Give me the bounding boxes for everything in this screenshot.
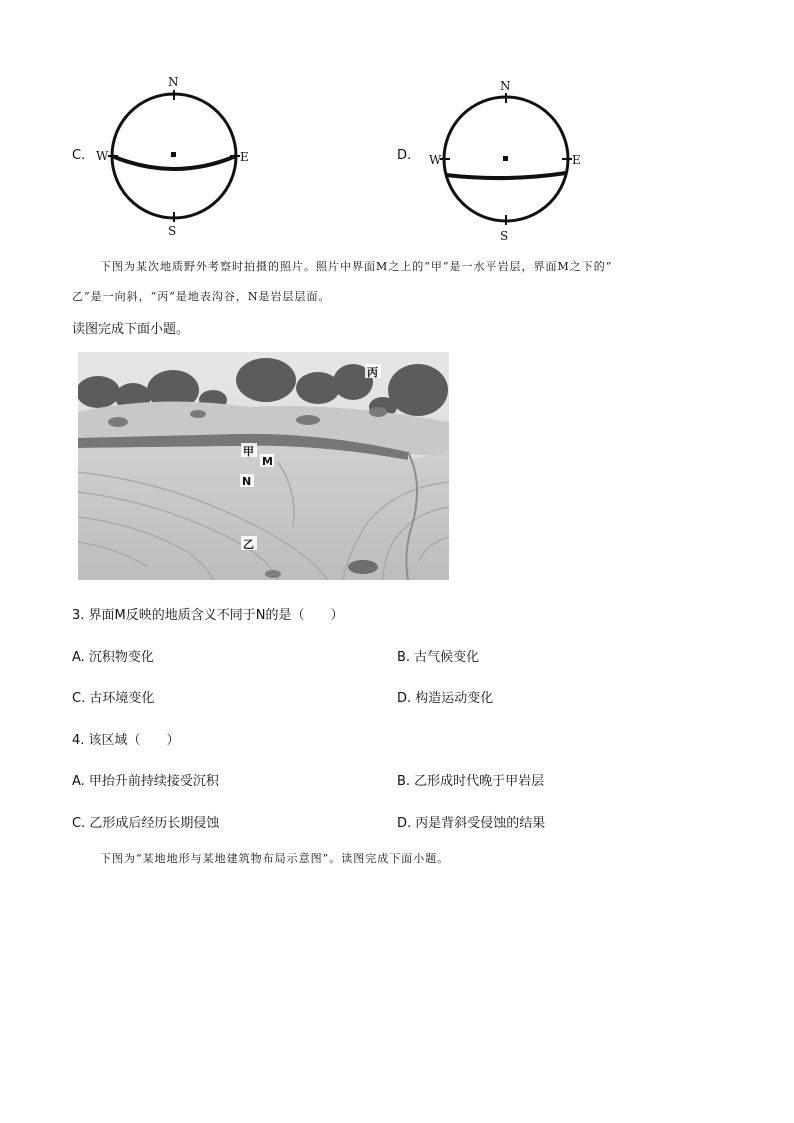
- photo-label-bing: 丙: [367, 366, 378, 379]
- question-3-option-b[interactable]: B. 古气候变化: [397, 650, 480, 665]
- east-label: E: [572, 153, 581, 167]
- west-label: W: [429, 153, 442, 167]
- question-4-option-d[interactable]: D. 丙是背斜受侵蚀的结果: [397, 816, 546, 831]
- west-label: W: [96, 149, 109, 163]
- intro-line-2: 乙”是一向斜，“丙”是地表沟谷，N是岩层层面。: [72, 290, 331, 303]
- photo-label-jia: 甲: [243, 445, 254, 458]
- plane-arc: [112, 156, 236, 169]
- question-4-option-c[interactable]: C. 乙形成后经历长期侵蚀: [72, 816, 220, 831]
- compass-diagram-c: [95, 72, 255, 237]
- question-4-option-b[interactable]: B. 乙形成时代晚于甲岩层: [397, 774, 545, 789]
- question-3-option-d[interactable]: D. 构造运动变化: [397, 691, 494, 706]
- option-d-label: D.: [397, 148, 412, 163]
- next-figure-intro: 下图为“某地地形与某地建筑物布局示意图”。读图完成下面小题。: [100, 852, 450, 865]
- intro-line-1: 下图为某次地质野外考察时拍摄的照片。照片中界面M之上的“甲”是一水平岩层，界面M之下的“: [100, 260, 613, 273]
- question-4-stem: 4. 该区域（ ）: [72, 733, 180, 748]
- east-label: E: [240, 150, 249, 164]
- photo-label-n: N: [242, 475, 252, 488]
- question-4-option-a[interactable]: A. 甲抬升前持续接受沉积: [72, 774, 219, 789]
- field-photo: [78, 352, 449, 580]
- photo-label-m: M: [262, 455, 273, 468]
- option-c-label: C.: [72, 148, 86, 163]
- photo-label-yi: 乙: [243, 538, 254, 551]
- compass-diagram-d: [427, 76, 587, 243]
- north-label: N: [500, 79, 511, 93]
- plane-arc: [446, 173, 566, 178]
- question-3-option-a[interactable]: A. 沉积物变化: [72, 650, 154, 665]
- center-dot: [503, 156, 508, 161]
- south-label: S: [168, 224, 177, 237]
- question-3-stem: 3. 界面M反映的地质含义不同于N的是（ ）: [72, 608, 344, 623]
- intro-instruction: 读图完成下面小题。: [72, 322, 190, 337]
- south-label: S: [500, 229, 509, 243]
- north-label: N: [168, 75, 179, 89]
- center-dot: [171, 152, 176, 157]
- question-3-option-c[interactable]: C. 古环境变化: [72, 691, 155, 706]
